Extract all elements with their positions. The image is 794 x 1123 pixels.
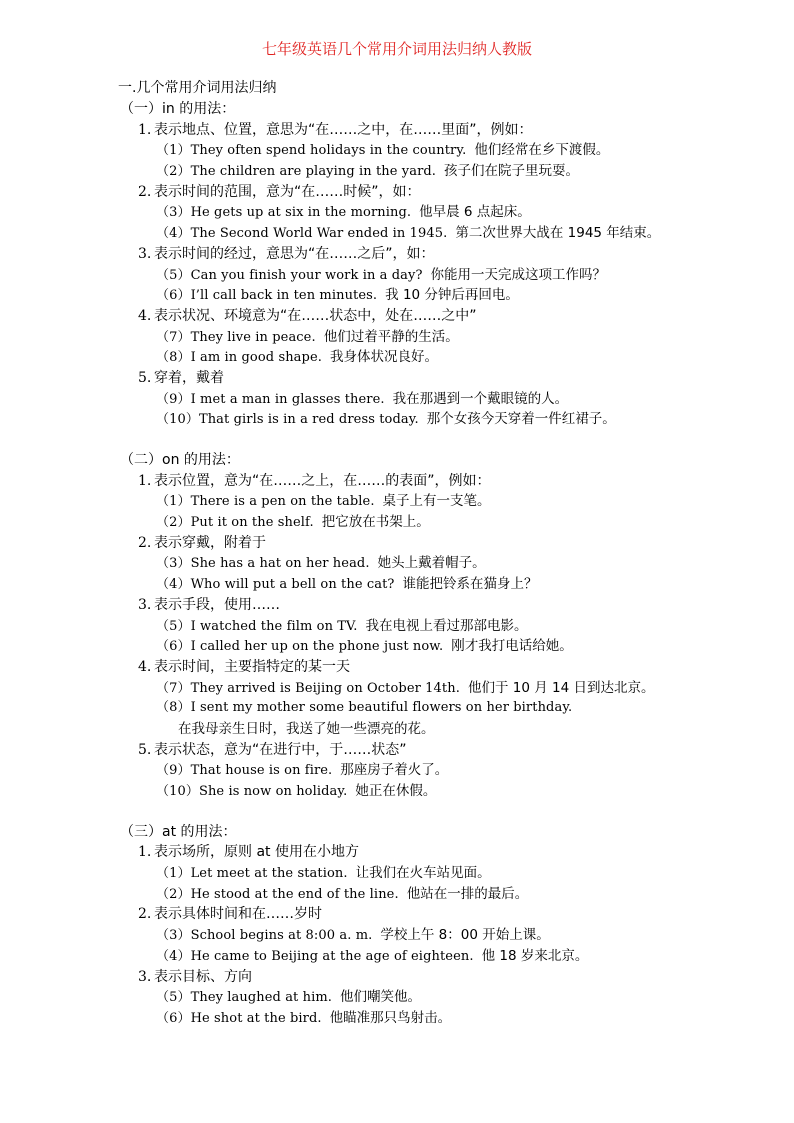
example-sentence: [118, 946, 758, 967]
rule-item: [118, 306, 758, 327]
example-sentence: [118, 512, 758, 533]
section-2: [118, 450, 758, 802]
example-sentence: [118, 202, 758, 223]
example-english: （6）I’ll call back in ten minutes.: [156, 288, 378, 304]
example-chinese: 在我母亲生日时，我送了她一些漂亮的花。: [178, 720, 435, 737]
example-sentence: [118, 698, 758, 739]
rule-text: 表示时间的范围，意为“在……时候”，如：: [154, 183, 421, 200]
rule-text: 表示场所，原则 at 使用在小地方: [154, 844, 359, 861]
rule-number: 1.: [138, 472, 152, 489]
example-chinese: 我在电视上看过那部电影。: [365, 617, 528, 634]
example-english: （4）The Second World War ended in 1945.: [156, 226, 448, 242]
example-chinese: 他们经常在乡下渡假。: [474, 142, 610, 159]
example-chinese: 那座房子着火了。: [340, 762, 449, 779]
section-heading: （三）at 的用法：: [120, 823, 237, 840]
example-english: （8）I am in good shape.: [156, 350, 322, 366]
example-chinese: 他站在一排的最后。: [406, 885, 529, 902]
example-english: （1）They often spend holidays in the country.: [156, 143, 467, 159]
sections-container: [118, 99, 758, 1029]
rule-number: 4.: [138, 658, 152, 675]
rule-item: [118, 657, 758, 678]
rule-number: 2.: [138, 534, 152, 551]
example-sentence: [118, 760, 758, 781]
example-sentence: [118, 863, 758, 884]
example-english: （6）I called her up on the phone just now.: [156, 639, 444, 655]
example-sentence: [118, 636, 758, 657]
example-english: （3）School begins at 8:00 a. m.: [156, 928, 373, 944]
example-sentence: [118, 678, 758, 699]
example-sentence: [118, 285, 758, 306]
example-english: （4）Who will put a bell on the cat?: [156, 577, 395, 593]
rule-text: 穿着，戴着: [154, 369, 224, 386]
example-sentence: [118, 781, 758, 802]
example-sentence: [118, 347, 758, 368]
example-chinese: 他们过着平静的生活。: [323, 328, 459, 345]
rule-item: [118, 967, 758, 988]
example-sentence: [118, 491, 758, 512]
example-english: （1）There is a pen on the table.: [156, 494, 375, 510]
rule-text: 表示时间的经过，意思为“在……之后”，如：: [154, 245, 435, 262]
example-chinese: 他早晨 6 点起床。: [419, 204, 531, 221]
example-chinese: 那个女孩今天穿着一件红裙子。: [426, 411, 616, 428]
example-chinese: 你能用一天完成这项工作吗？: [430, 266, 607, 283]
section-3: [118, 822, 758, 1029]
example-english: （1）Let meet at the station.: [156, 866, 348, 882]
example-english: （2）He stood at the end of the line.: [156, 886, 399, 902]
example-sentence: [118, 223, 758, 244]
rule-number: 2.: [138, 183, 152, 200]
example-english: （2）The children are playing in the yard.: [156, 164, 437, 180]
example-sentence: [118, 265, 758, 286]
rule-item: [118, 533, 758, 554]
example-sentence: [118, 884, 758, 905]
example-english: （10）That girls is in a red dress today.: [156, 412, 419, 428]
example-chinese: 桌子上有一支笔。: [382, 493, 491, 510]
example-english: （5）I watched the film on TV.: [156, 618, 358, 634]
example-sentence: [118, 140, 758, 161]
rule-number: 3.: [138, 596, 152, 613]
example-sentence: [118, 553, 758, 574]
rule-text: 表示状况、环境意为“在……状态中，处在……之中”: [154, 307, 477, 324]
example-chinese: 她正在休假。: [355, 783, 437, 800]
example-english: （3）She has a hat on her head.: [156, 556, 370, 572]
document-title: 七年级英语几个常用介词用法归纳人教版: [261, 40, 532, 58]
document-body: [118, 78, 758, 1049]
rule-text: 表示具体时间和在……岁时: [154, 906, 322, 923]
example-english: （9）That house is on fire.: [156, 763, 333, 779]
example-chinese: 我 10 分钟后再回电。: [385, 287, 519, 304]
example-sentence: [118, 574, 758, 595]
example-english: （5）They laughed at him.: [156, 990, 333, 1006]
example-chinese: 他们嘲笑他。: [340, 989, 422, 1006]
example-chinese: 他们于 10 月 14 日到达北京。: [467, 679, 655, 696]
example-english: （4）He came to Beijing at the age of eighteen.: [156, 948, 474, 964]
example-english: （3）He gets up at six in the morning.: [156, 205, 412, 221]
example-chinese: 让我们在火车站见面。: [355, 865, 491, 882]
rule-number: 5.: [138, 741, 152, 758]
rule-text: 表示目标、方向: [154, 968, 252, 985]
example-english: （7）They arrived is Beijing on October 14th.: [156, 680, 460, 696]
rule-item: [118, 120, 758, 141]
rule-number: 1.: [138, 844, 152, 861]
example-sentence: [118, 925, 758, 946]
rule-item: [118, 842, 758, 863]
example-chinese: 他瞄准那只鸟射击。: [329, 1009, 452, 1026]
example-english: （10）She is now on holiday.: [156, 784, 348, 800]
example-english: （8）I sent my mother some beautiful flowers on her birthday.: [156, 700, 573, 716]
example-sentence: [118, 327, 758, 348]
example-chinese: 学校上午 8：00 开始上课。: [380, 927, 550, 944]
example-chinese: 谁能把铃系在猫身上？: [402, 576, 538, 593]
example-sentence: [118, 1008, 758, 1029]
example-chinese: 把它放在书架上。: [321, 514, 430, 531]
example-english: （2）Put it on the shelf.: [156, 515, 314, 531]
rule-number: 4.: [138, 307, 152, 324]
rule-text: 表示状态，意为“在进行中，于……状态”: [154, 741, 407, 758]
example-chinese: 我身体状况良好。: [329, 349, 438, 366]
rule-text: 表示地点、位置，意思为“在……之中，在……里面”，例如：: [154, 121, 533, 138]
rule-text: 表示时间，主要指特定的某一天: [154, 658, 350, 675]
rule-number: 5.: [138, 369, 152, 386]
rule-number: 3.: [138, 245, 152, 262]
section-heading: （一）in 的用法：: [120, 101, 236, 117]
example-chinese: 孩子们在院子里玩耍。: [444, 163, 580, 180]
section-1: [118, 99, 758, 430]
example-sentence: [118, 987, 758, 1008]
example-sentence: [118, 616, 758, 637]
example-chinese: 他 18 岁来北京。: [481, 947, 589, 964]
main-heading: 一.几个常用介词用法归纳: [118, 80, 277, 96]
rule-text: 表示位置，意为“在……之上，在……的表面”，例如：: [154, 472, 491, 489]
rule-number: 2.: [138, 906, 152, 923]
example-chinese: 第二次世界大战在 1945 年结束。: [455, 225, 661, 242]
example-sentence: [118, 389, 758, 410]
rule-number: 1.: [138, 121, 152, 138]
rule-text: 表示穿戴，附着于: [154, 534, 266, 551]
example-chinese: 她头上戴着帽子。: [377, 555, 486, 572]
example-english: （7）They live in peace.: [156, 329, 316, 345]
rule-number: 3.: [138, 968, 152, 985]
example-chinese: 刚才我打电话给她。: [451, 638, 573, 655]
rule-item: [118, 471, 758, 492]
example-english: （9）I met a man in glasses there.: [156, 391, 385, 407]
example-sentence: [118, 161, 758, 182]
rule-item: [118, 244, 758, 265]
section-heading: （二）on 的用法：: [120, 452, 240, 468]
rule-item: [118, 904, 758, 925]
rule-item: [118, 740, 758, 761]
rule-item: [118, 368, 758, 389]
example-english: （6）He shot at the bird.: [156, 1010, 322, 1026]
rule-item: [118, 595, 758, 616]
example-chinese: 我在那遇到一个戴眼镜的人。: [392, 390, 569, 407]
rule-item: [118, 182, 758, 203]
example-english: （5）Can you finish your work in a day?: [156, 267, 423, 283]
rule-text: 表示手段，使用……: [154, 596, 280, 613]
example-sentence: [118, 409, 758, 430]
